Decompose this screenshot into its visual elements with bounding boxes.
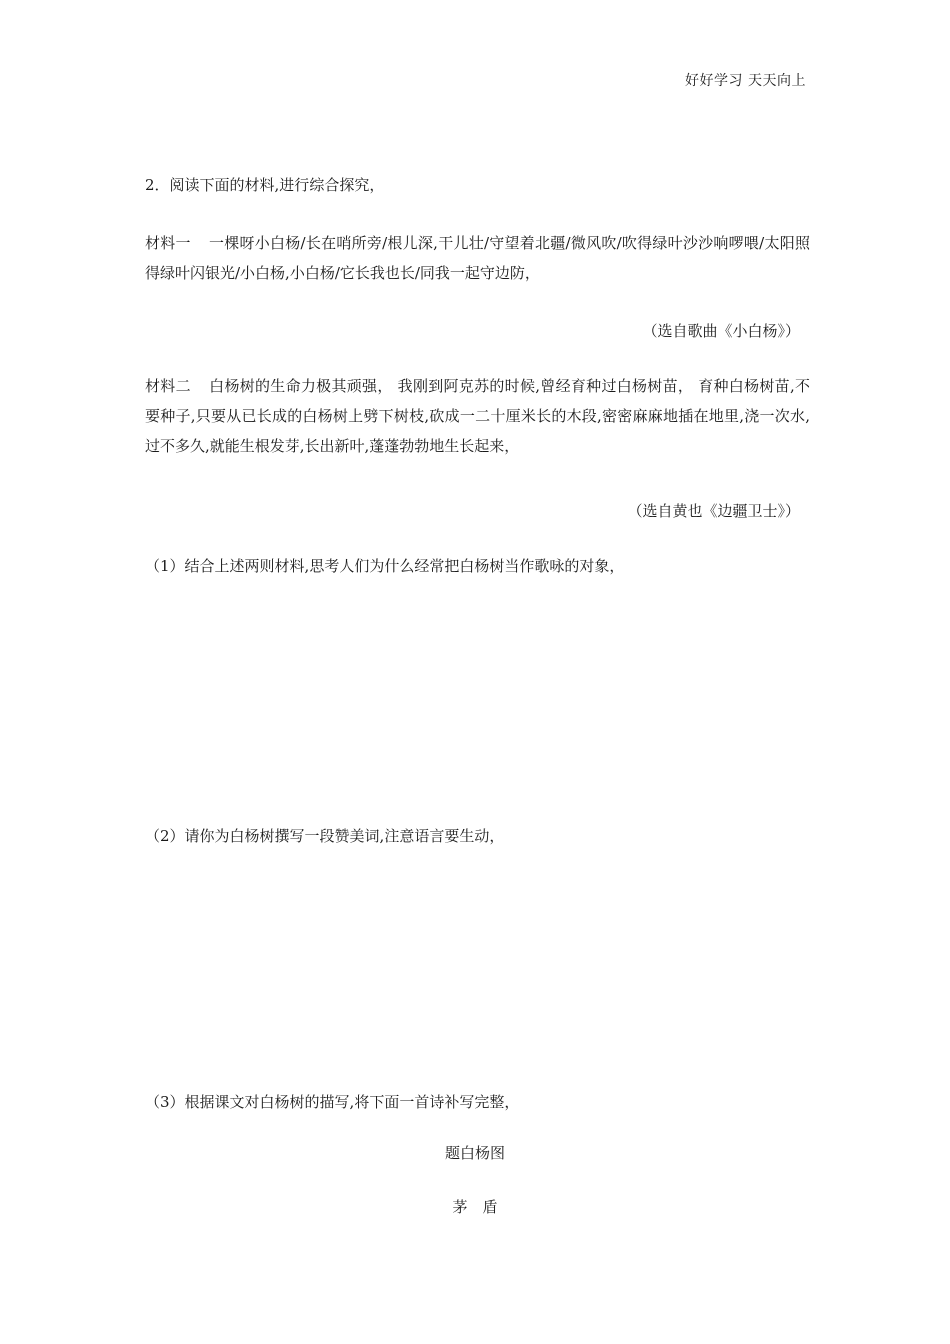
sub-question-2: （2）请你为白杨树撰写一段赞美词,注意语言要生动， bbox=[145, 827, 505, 845]
header-slogan: 好好学习 天天向上 bbox=[685, 73, 806, 89]
material-one-label: 材料一 bbox=[145, 234, 191, 252]
question-intro: 2．阅读下面的材料,进行综合探究， bbox=[145, 176, 385, 194]
material-one bbox=[145, 228, 810, 288]
material-two-text: 白杨树的生命力极其顽强， 我刚到阿克苏的时候,曾经育种过白杨树苗， 育种白杨树苗,不要种子,只要从已长成的白杨树上劈下树枝,砍成一二十厘米长的木段,密密麻麻地插在地里,浇一次水,过不多久,就能生根发芽,长出新叶,蓬蓬勃勃地生长起来， bbox=[145, 377, 810, 455]
material-two-label: 材料二 bbox=[145, 377, 191, 395]
material-two bbox=[145, 371, 810, 461]
material-one-source: （选自歌曲《小白杨》） bbox=[642, 322, 800, 340]
sub-question-1: （1）结合上述两则材料,思考人们为什么经常把白杨树当作歌咏的对象， bbox=[145, 557, 625, 575]
poem-author: 茅 盾 bbox=[452, 1198, 498, 1216]
material-one-text: 一棵呀小白杨/长在哨所旁/根儿深,干儿壮/守望着北疆/微风吹/吹得绿叶沙沙响啰喂/太阳照得绿叶闪银光/小白杨,小白杨/它长我也长/同我一起守边防， bbox=[145, 234, 810, 282]
sub-question-3: （3）根据课文对白杨树的描写,将下面一首诗补写完整， bbox=[145, 1093, 520, 1111]
poem-title: 题白杨图 bbox=[444, 1144, 505, 1162]
material-two-source: （选自黄也《边疆卫士》） bbox=[627, 502, 800, 520]
